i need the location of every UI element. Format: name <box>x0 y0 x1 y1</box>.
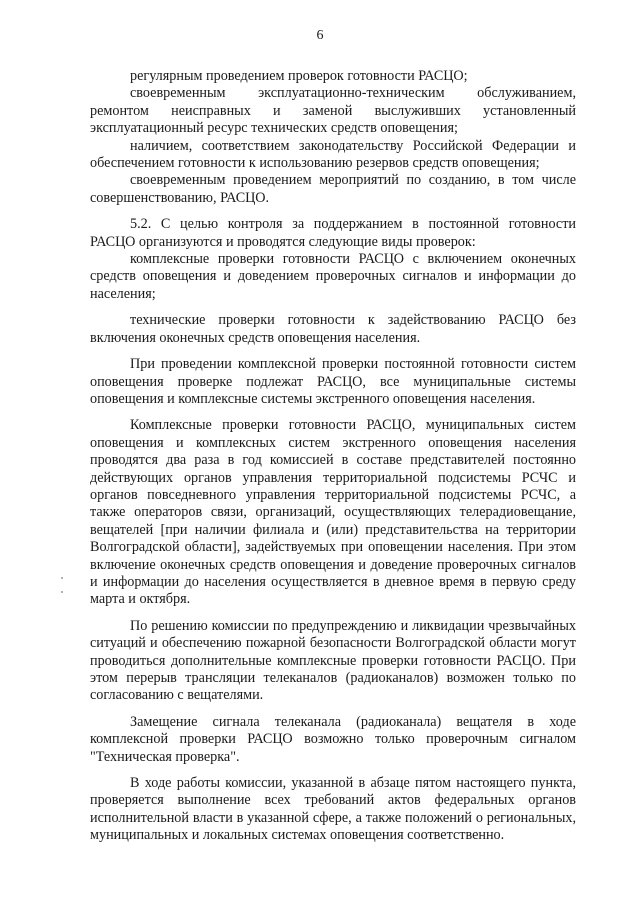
scan-speck <box>61 591 63 593</box>
paragraph: Комплексные проверки готовности РАСЦО, муниципальных систем оповещения и комплексных систем экстренного оповещения населения проводятся два раза в год комиссией в составе представителей постоянно действующих органов управления территориальной подсистемы РСЧС и органов повседневного управления территориальной подсистемы РСЧС, а также операторов связи, организаций, осуществляющих телерадиовещание, вещателей [при наличии филиала и (или) представительства на территории Волгоградской области], задействуемых при оповещении населения. При этом включение оконечных средств оповещения и доведение проверочных сигналов и информации до населения осуществляется в дневное время в первую среду марта и октября. <box>90 417 576 608</box>
paragraph: своевременным проведением мероприятий по созданию, в том числе совершенствованию, РАСЦО. <box>90 172 576 206</box>
document-body <box>90 68 576 845</box>
page-number: 6 <box>316 28 324 43</box>
paragraph: 5.2. С целью контроля за поддержанием в постоянной готовности РАСЦО организуются и проводятся следующие виды проверок: <box>90 216 576 250</box>
paragraph: регулярным проведением проверок готовности РАСЦО; <box>130 68 468 84</box>
scan-speck <box>61 577 63 579</box>
paragraph: наличием, соответствием законодательству Российской Федерации и обеспечением готовности к использованию резервов средств оповещения; <box>90 137 576 172</box>
paragraph: своевременным эксплуатационно-техническим обслуживанием, ремонтом неисправных и заменой выслуживших установленный эксплуатационный ресурс технических средств оповещения; <box>90 85 576 137</box>
paragraph: Замещение сигнала телеканала (радиоканала) вещателя в ходе комплексной проверки РАСЦО возможно только проверочным сигналом "Техническая проверка". <box>90 713 576 765</box>
paragraph: комплексные проверки готовности РАСЦО с включением оконечных средств оповещения и доведением проверочных сигналов и информации до населения; <box>90 251 576 302</box>
paragraph: технические проверки готовности к задействованию РАСЦО без включения оконечных средств оповещения населения. <box>90 312 576 346</box>
paragraph: При проведении комплексной проверки постоянной готовности систем оповещения проверке подлежат РАСЦО, все муниципальные системы оповещения и комплексные системы экстренного оповещения населения. <box>90 356 576 407</box>
paragraph: По решению комиссии по предупреждению и ликвидации чрезвычайных ситуаций и обеспечению пожарной безопасности Волгоградской области могут проводиться дополнительные комплексные проверки готовности РАСЦО. При этом перерыв трансляции телеканалов (радиоканалов) возможен только по согласованию с вещателями. <box>90 617 576 704</box>
paragraph: В ходе работы комиссии, указанной в абзаце пятом настоящего пункта, проверяется выполнение всех требований актов федеральных органов исполнительной власти в указанной сфере, а также положений о региональных, муниципальных и локальных системах оповещения соответственно. <box>90 775 576 844</box>
